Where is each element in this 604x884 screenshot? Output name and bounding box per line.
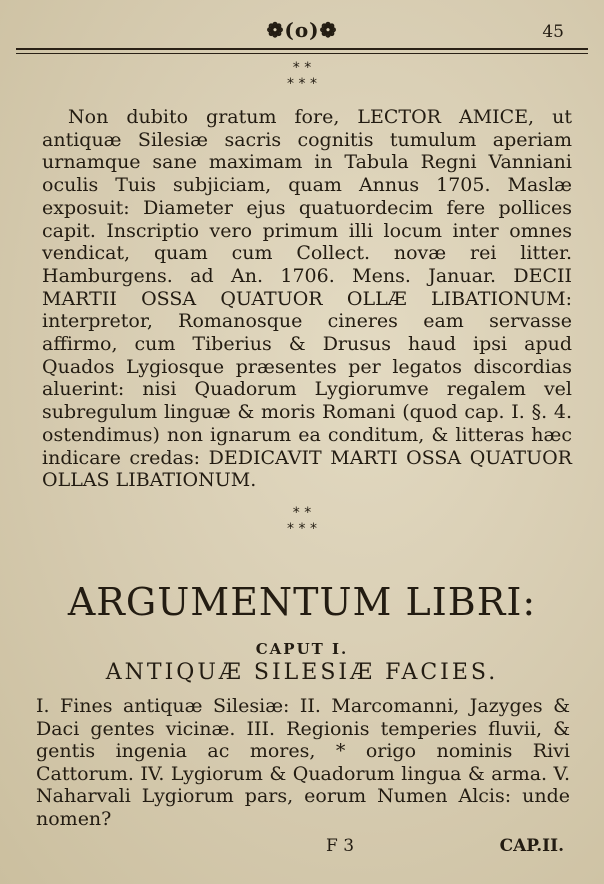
page-footer — [0, 836, 604, 860]
asterism-top: * * * * * — [287, 60, 317, 92]
asterism-middle: * * * * * — [287, 505, 317, 537]
intro-paragraph — [42, 106, 572, 492]
header-rule-thick — [16, 48, 588, 50]
intro-text: Non dubito gratum fore, LECTOR AMICE, ut antiquæ Silesiæ sacris cognitis tumulum aperiam urnamque sane maximam in Tabula Regni Vanniani oculis Tuis subjiciam, quam Annus 1705. Maslæ exposuit: Diameter ejus quatuordecim fere pollices capit. Inscriptio vero primum illi locum inter omnes vendicat, quam cum Collect. novæ rei litter. Hamburgens. ad An. 1706. Mens. Januar. DECII MARTII OSSA QUATUOR OLLÆ LIBATIONUM: interpretor, Romanosque cineres eam servasse affirmo, cum Tiberius & Drusus haud ipsi apud Quados Lygiosque præsentes per legatos discordias aluerint: nisi Quadorum Lygiorumve regalem vel subregulum linguæ & moris Romani (quod cap. I. §. 4. ostendimus) non ignarum ea conditum, & litteras hæc indicare credas: DEDICAVIT MARTI OSSA QUATUOR OLLAS LIBATIONUM. — [42, 106, 572, 492]
header-rule-thin — [16, 53, 588, 54]
caput-label: CAPUT I. — [255, 640, 349, 658]
chapter-summary — [36, 695, 570, 830]
page-number: 45 — [542, 22, 564, 42]
header-ornament: ❁(o)❁ — [266, 18, 338, 42]
chapter-summary-text: I. Fines antiquæ Silesiæ: II. Marcomanni, Jazyges & Daci gentes vicinæ. III. Regionis temperies fluvii, & gentis ingenia ac mores, * origo nominis Rivi Cattorum. IV. Lygiorum & Quadorum lingua & arma. V. Naharvali Lygiorum pars, eorum Numen Alcis: unde nomen? — [36, 695, 570, 830]
catchword: CAP.II. — [499, 836, 564, 856]
page-header — [0, 18, 604, 48]
section-title: ARGUMENTUM LIBRI: — [67, 580, 537, 624]
chapter-title: ANTIQUÆ SILESIÆ FACIES. — [105, 660, 499, 685]
signature-mark: F 3 — [326, 836, 355, 856]
